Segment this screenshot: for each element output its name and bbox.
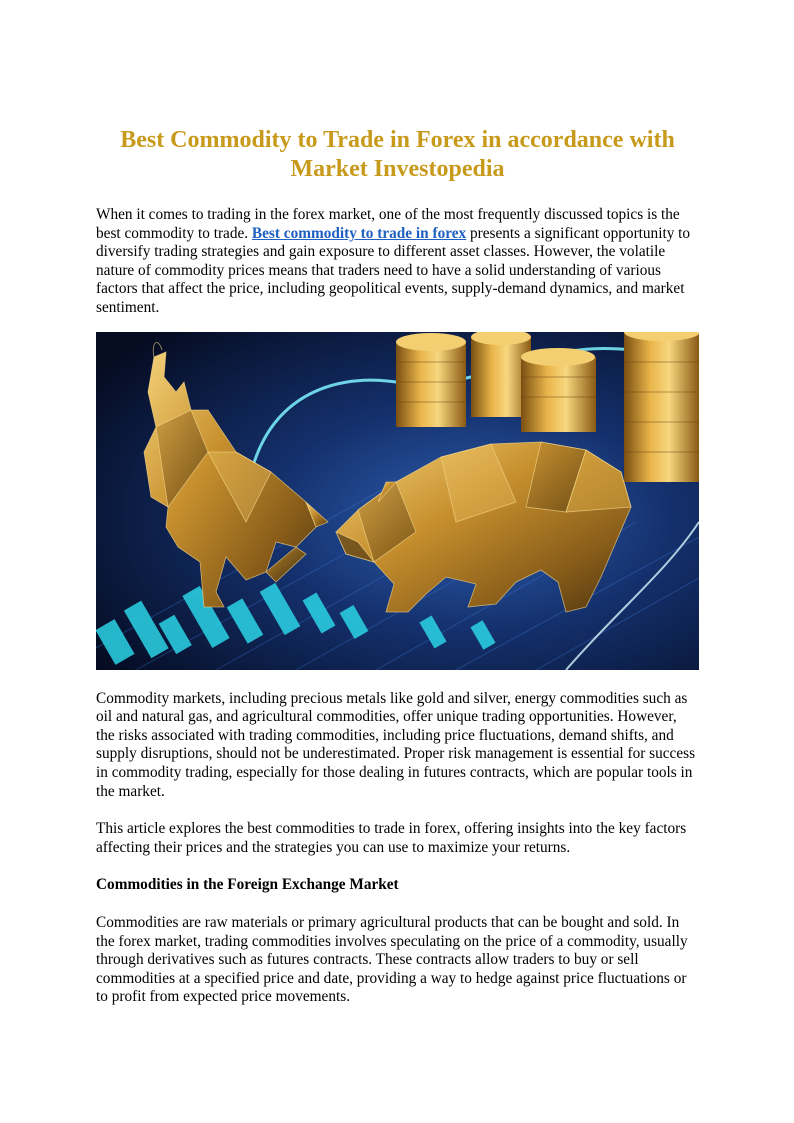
article-scope-paragraph: This article explores the best commodities to trade in forex, offering insights into the key factors affecting their prices and the strategies you can use to maximize your returns.	[96, 820, 687, 856]
section-heading: Commodities in the Foreign Exchange Market	[96, 876, 399, 894]
document-page	[96, 126, 699, 1007]
intro-paragraph	[96, 206, 699, 318]
best-commodity-link[interactable]: Best commodity to trade in forex	[251, 224, 467, 242]
intro-text-before-link: When it comes to trading in the forex market, one of the most frequently discussed topics is the best commodity to trade.	[96, 206, 680, 242]
article-title: Best Commodity to Trade in Forex in accordance with Market Investopedia	[120, 127, 675, 182]
commodities-definition-paragraph: Commodities are raw materials or primary agricultural products that can be bought and sold. In the forex market, trading commodities involves speculating on the price of a commodity, usually through derivatives such as futures contracts. These contracts allow traders to buy or sell commodities at a specified price and date, providing a way to hedge against price fluctuations or to profit from expected price movements.	[96, 913, 688, 1006]
intro-text-after-link: presents a significant opportunity to diversify trading strategies and gain exposure to different asset classes. However, the volatile nature of commodity prices means that traders need to have a solid understanding of various factors that affect the price, including geopolitical events, supply-demand dynamics, and market sentiment.	[96, 224, 691, 316]
commodity-markets-paragraph: Commodity markets, including precious metals like gold and silver, energy commodities such as oil and natural gas, and agricultural commodities, offer unique trading opportunities. However, the risks associated with trading commodities, including price fluctuations, demand shifts, and supply disruptions, should not be underestimated. Proper risk management is essential for success in commodity trading, especially for those dealing in futures contracts, which are popular tools in the market.	[96, 689, 696, 800]
bull-bear-hero-image	[96, 332, 699, 670]
